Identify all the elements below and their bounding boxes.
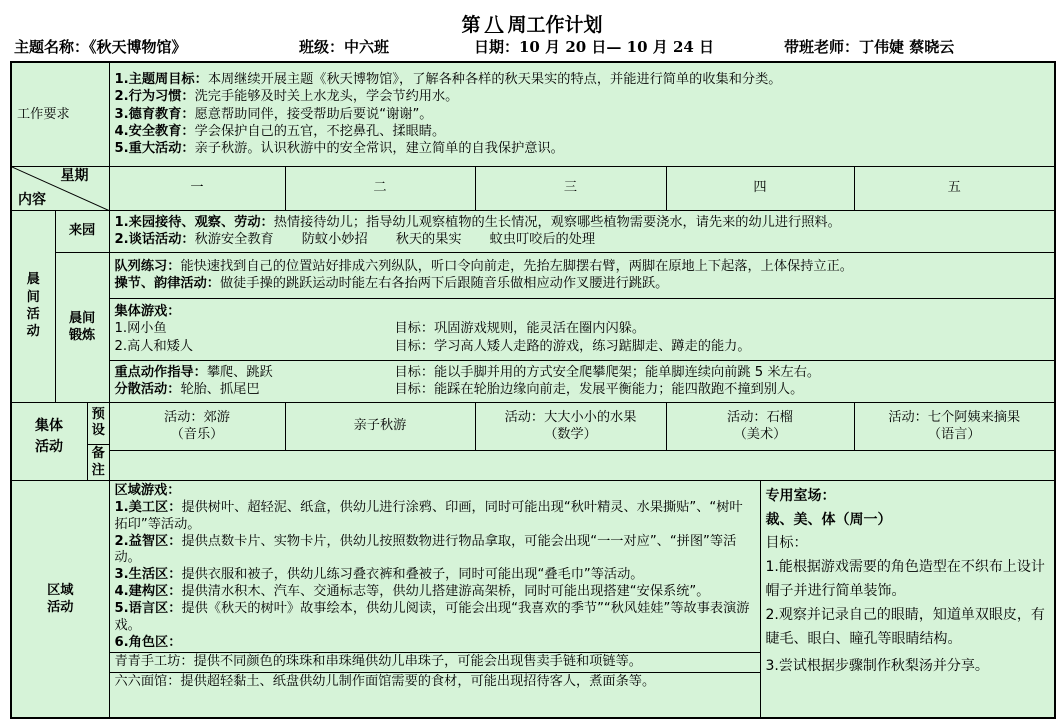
note-content bbox=[109, 450, 1055, 480]
morning-activities-label: 晨间活动 bbox=[11, 210, 55, 402]
diagonal-header-cell bbox=[11, 166, 109, 210]
collective-note-row bbox=[11, 450, 1055, 480]
area-row bbox=[11, 480, 1055, 718]
area-games-title: 区域游戏： bbox=[114, 482, 181, 498]
date-range: 日期：10 月 20 日— 10 月 24 日 bbox=[474, 38, 715, 56]
teachers: 带班老师：丁伟婕 蔡晓云 bbox=[784, 38, 955, 56]
game-item: 1.网小鱼 目标：巩固游戏规则，能灵活在圈内闪躲。 bbox=[114, 321, 646, 337]
talk-topic: 防蚊小妙招 bbox=[301, 232, 368, 247]
focus-item: 重点动作指导：攀爬、跳跃 目标：能以手脚并用的方式安全爬攀爬架；能单脚连续向前跳 5 米左右。 bbox=[114, 364, 821, 380]
activity-monday: 活动：郊游 （音乐） bbox=[109, 402, 285, 450]
work-req-item: 5.重大活动：亲子秋游。认识秋游中的安全常识，建立简单的自我保护意识。 bbox=[114, 141, 564, 157]
exercise-row-3 bbox=[11, 360, 1055, 402]
preset-label: 预设 bbox=[91, 406, 105, 439]
title-suffix: 周工作计划 bbox=[507, 14, 603, 36]
exercise-row-2 bbox=[11, 298, 1055, 360]
collective-preset-row bbox=[11, 402, 1055, 450]
area-label: 区域活动 bbox=[11, 480, 109, 718]
talk-topic: 秋游安全教育 bbox=[194, 232, 274, 247]
title-week-number: 八 bbox=[484, 14, 504, 36]
work-req-item: 4.安全教育：学会保护自己的五官，不挖鼻孔、揉眼睛。 bbox=[114, 123, 446, 139]
collective-activities-label: 集体活动 bbox=[35, 418, 63, 455]
day-wednesday: 三 bbox=[475, 166, 666, 210]
plan-table bbox=[10, 61, 1056, 719]
header-content-label: 内容 bbox=[18, 192, 46, 209]
area-item: 3.生活区：提供衣服和被子，供幼儿练习叠衣裤和叠被子，同时可能出现“叠毛巾”等活动。 bbox=[114, 567, 644, 583]
special-room-goal-label: 目标： bbox=[765, 535, 808, 552]
role-item: 六六面馆：提供超轻黏土、纸盘供幼儿制作面馆需要的食材，可能出现招待客人，煮面条等。 bbox=[110, 672, 760, 692]
room-goal: 1.能根据游戏需要的角色造型在不织布上设计帽子并进行简单装饰。 bbox=[765, 559, 1045, 600]
arrival-row bbox=[11, 210, 1055, 252]
activity-wednesday: 活动：大大小小的水果 （数学） bbox=[475, 402, 666, 450]
exercise-label: 晨间锻炼 bbox=[55, 252, 109, 402]
day-thursday: 四 bbox=[666, 166, 854, 210]
arrival-content: 1.来园接待、观察、劳动：热情接待幼儿；指导幼儿观察植物的生长情况，观察哪些植物需要浇水，请先来的幼儿进行照料。 2.谈话活动：秋游安全教育 防蚊小妙招 秋天的果实 蚊虫叮咬后的处理 bbox=[109, 210, 1055, 252]
special-room-title: 专用室场： bbox=[765, 487, 836, 504]
work-req-item: 3.德育教育：愿意帮助同伴，接受帮助后要说“谢谢”。 bbox=[114, 106, 433, 122]
activity-thursday: 活动：石榴 （美术） bbox=[666, 402, 854, 450]
room-goal: 2.观察并记录自己的眼睛，知道单双眼皮，有睫毛、眼白、瞳孔等眼睛结构。 bbox=[765, 606, 1045, 647]
weekday-header-row bbox=[11, 166, 1055, 210]
special-room-content bbox=[760, 480, 1055, 718]
area-item: 4.建构区：提供清水积木、汽车、交通标志等，供幼儿搭建游高架桥，同时可能出现搭建“安保系统”。 bbox=[114, 584, 710, 600]
page-title bbox=[0, 10, 1064, 37]
area-games-content bbox=[109, 480, 760, 718]
title-prefix: 第 bbox=[461, 14, 481, 36]
role-item: 青青手工坊：提供不同颜色的珠珠和串珠绳供幼儿串珠子，可能会出现售卖手链和项链等。 bbox=[110, 652, 760, 672]
area-item: 2.益智区：提供点数卡片、实物卡片，供幼儿按照数物进行物品拿取，可能会出现“一一对应”、“拼图”等活动。 bbox=[114, 533, 737, 566]
activity-tuesday: 亲子秋游 bbox=[285, 402, 475, 450]
day-tuesday: 二 bbox=[285, 166, 475, 210]
work-req-item: 2.行为习惯：洗完手能够及时关上水龙头，学会节约用水。 bbox=[114, 89, 459, 105]
header-weekday-label: 星期 bbox=[60, 167, 89, 184]
work-requirements-row bbox=[11, 62, 1055, 166]
exercise-row-1 bbox=[11, 252, 1055, 298]
area-item: 1.美工区：提供树叶、超轻泥、纸盒，供幼儿进行涂鸦、印画，同时可能出现“秋叶精灵、水果撕贴”、“树叶拓印”等活动。 bbox=[114, 499, 743, 532]
activity-friday: 活动：七个阿姨来摘果 （语言） bbox=[854, 402, 1055, 450]
class-name: 班级：中六班 bbox=[299, 38, 390, 56]
special-room-subtitle: 裁、美、体（周一） bbox=[765, 511, 892, 528]
work-requirements-content bbox=[109, 62, 1055, 166]
focus-content bbox=[109, 360, 1055, 402]
note-label: 备注 bbox=[88, 445, 109, 480]
talk-topic: 秋天的果实 bbox=[395, 232, 462, 247]
work-req-item: 1.主题周目标：本周继续开展主题《秋天博物馆》，了解各种各样的秋天果实的特点，并能进行简单的收集和分类。 bbox=[114, 71, 782, 87]
meta-row bbox=[14, 36, 954, 58]
drill-content: 队列练习：能快速找到自己的位置站好排成六列纵队，听口令向前走，先抬左脚摆右臂，两脚在原地上下起落，上体保持立正。 操节、韵律活动：做徒手操的跳跃运动时能左右各抬两下后跟随音乐做相应动作叉腰进行跳跃。 bbox=[109, 252, 1055, 298]
group-games-content bbox=[109, 298, 1055, 360]
day-friday: 五 bbox=[854, 166, 1055, 210]
arrival-label: 来园 bbox=[55, 210, 109, 252]
game-item: 2.高人和矮人 目标：学习高人矮人走路的游戏，练习踮脚走、蹲走的能力。 bbox=[114, 338, 751, 354]
day-monday: 一 bbox=[109, 166, 285, 210]
focus-item: 分散活动：轮胎、抓尾巴 目标：能踩在轮胎边缘向前走，发展平衡能力；能四散跑不撞到别人。 bbox=[114, 382, 804, 397]
role-area-title: 6.角色区： bbox=[114, 634, 182, 650]
talk-topic: 蚊虫叮咬后的处理 bbox=[489, 232, 596, 247]
theme-name: 主题名称：《秋天博物馆》 bbox=[14, 38, 187, 56]
group-games-title: 集体游戏： bbox=[114, 303, 181, 319]
room-goal: 3.尝试根据步骤制作秋梨汤并分享。 bbox=[765, 658, 989, 675]
area-item: 5.语言区：提供《秋天的树叶》故事绘本，供幼儿阅读，可能会出现“我喜欢的季节”“秋风娃娃”等故事表演游戏。 bbox=[114, 601, 750, 633]
work-requirements-label: 工作要求 bbox=[11, 62, 109, 166]
